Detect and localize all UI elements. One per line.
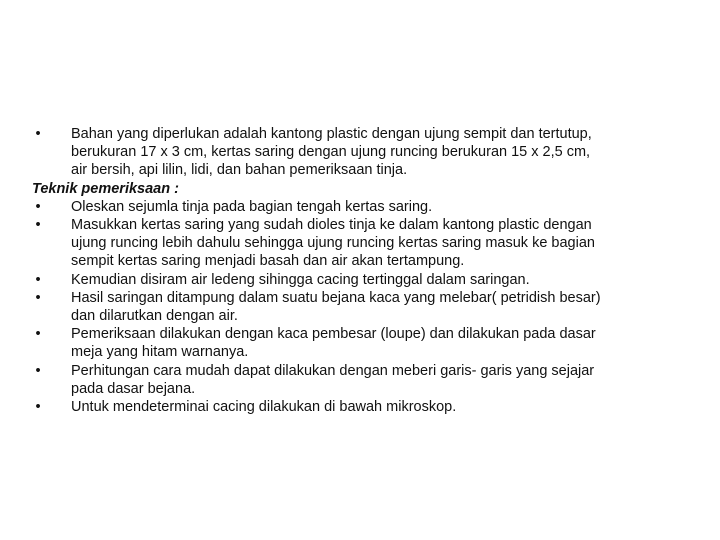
step-line: Kemudian disiram air ledeng sihingga cacing tertinggal dalam saringan. [71,271,530,288]
bullet-icon: • [35,217,41,234]
step-item [32,325,682,361]
step-line: dan dilarutkan dengan air. [71,308,238,325]
step-line: Hasil saringan ditampung dalam suatu bejana kaca yang melebar( petridish besar) [71,289,601,306]
bullet-icon: • [35,289,41,306]
bullet-icon: • [35,399,41,416]
step-item [32,198,682,216]
step-line: Perhitungan cara mudah dapat dilakukan dengan meberi garis- garis yang sejajar [71,362,595,379]
step-item [32,289,682,325]
section-heading: Teknik pemeriksaan : [32,180,179,197]
step-line: Masukkan kertas saring yang sudah dioles tinja ke dalam kantong plastic dengan [71,217,592,234]
step-line: Untuk mendeterminai cacing dilakukan di bawah mikroskop. [71,399,457,416]
step-item [32,271,682,289]
intro-line: Bahan yang diperlukan adalah kantong plastic dengan ujung sempit dan tertutup, [71,126,592,142]
step-item [32,216,682,271]
text-body [32,125,682,416]
step-line: pada dasar bejana. [71,380,196,397]
bullet-icon: • [35,126,41,142]
step-item [32,362,682,398]
step-line: Pemeriksaan dilakukan dengan kaca pembesar (loupe) dan dilakukan pada dasar [71,326,596,343]
step-line: meja yang hitam warnanya. [71,344,249,361]
step-item [32,398,682,416]
bullet-icon: • [35,271,41,288]
bullet-icon: • [35,198,41,215]
step-line: Oleskan sejumla tinja pada bagian tengah kertas saring. [71,198,433,215]
intro-line: berukuran 17 x 3 cm, kertas saring dengan ujung runcing berukuran 15 x 2,5 cm, [71,144,591,161]
intro-line: air bersih, api lilin, lidi, dan bahan pemeriksaan tinja. [71,162,408,179]
intro-item [32,125,682,180]
bullet-icon: • [35,362,41,379]
step-line: ujung runcing lebih dahulu sehingga ujung runcing kertas saring masuk ke bagian [71,235,595,252]
step-line: sempit kertas saring menjadi basah dan air akan tertampung. [71,253,465,270]
bullet-icon: • [35,326,41,343]
